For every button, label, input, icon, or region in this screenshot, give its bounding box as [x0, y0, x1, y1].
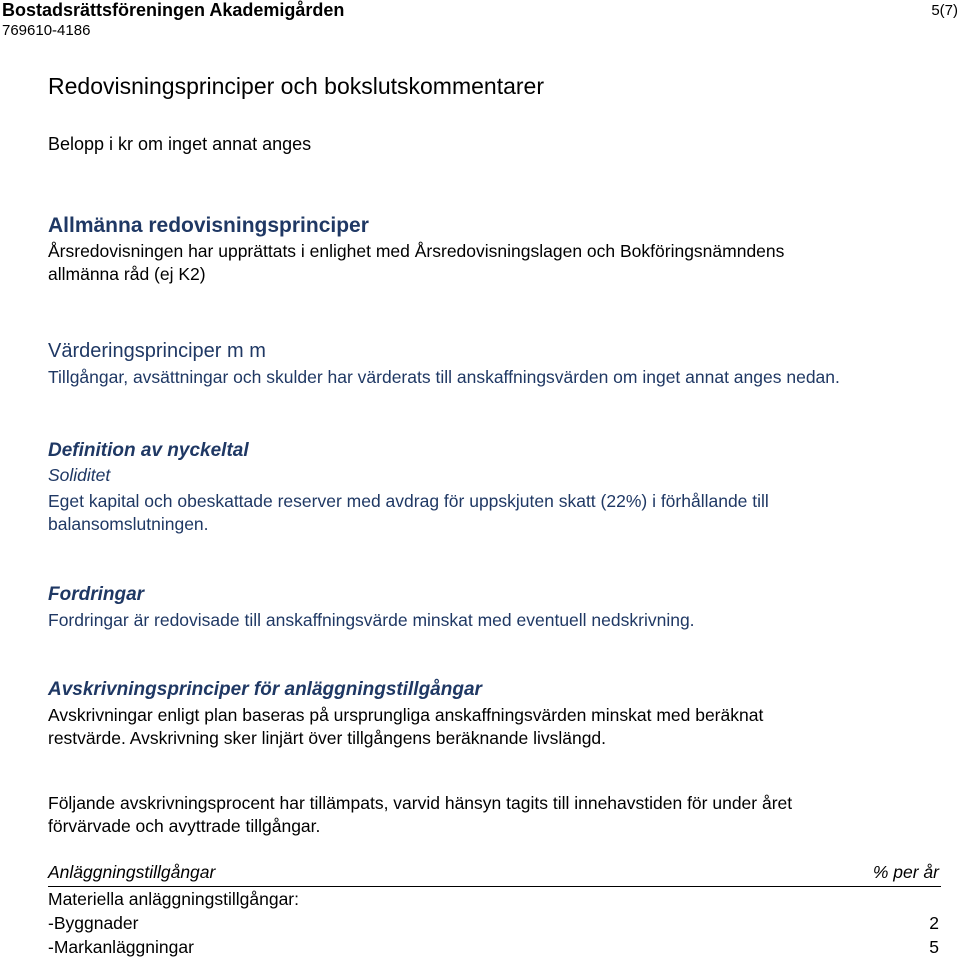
- table-row: [48, 913, 941, 934]
- valuation-principles-heading: Värderingsprinciper m m: [48, 340, 266, 362]
- depreciation-rates-line-2: förvärvade och avyttrade tillgångar.: [48, 816, 321, 836]
- general-principles-line-1: Årsredovisningen har upprättats i enlighet med Årsredovisningslagen och Bokföringsnämndens: [48, 241, 785, 261]
- table-row-label: -Byggnader: [48, 913, 139, 933]
- valuation-principles-text: Tillgångar, avsättningar och skulder har värderats till anskaffningsvärden om inget annat anges nedan.: [48, 367, 840, 387]
- table-row: [48, 937, 941, 958]
- key-ratios-heading: Definition av nyckeltal: [48, 440, 249, 461]
- column-header-rate: % per år: [872, 862, 939, 882]
- table-group-label: Materiella anläggningstillgångar:: [48, 889, 299, 909]
- receivables-text: Fordringar är redovisade till anskaffningsvärde minskat med eventuell nedskrivning.: [48, 610, 695, 630]
- organization-number: 769610-4186: [2, 22, 91, 39]
- general-principles-line-2: allmänna råd (ej K2): [48, 264, 206, 284]
- page-number: 5(7): [931, 2, 958, 19]
- table-row-label: -Markanläggningar: [48, 937, 194, 957]
- depreciation-rates-line-1: Följande avskrivningsprocent har tillämpats, varvid hänsyn tagits till innehavstiden för under året: [48, 793, 793, 813]
- depreciation-heading: Avskrivningsprinciper för anläggningstillgångar: [48, 679, 482, 700]
- general-principles-heading: Allmänna redovisningsprinciper: [48, 214, 369, 237]
- page-title: Redovisningsprinciper och bokslutskommentarer: [48, 73, 545, 99]
- depreciation-table-header: [48, 862, 941, 887]
- solidity-definition-line-2: balansomslutningen.: [48, 514, 209, 534]
- page-subtitle: Belopp i kr om inget annat anges: [48, 134, 312, 154]
- solidity-subheading: Soliditet: [48, 465, 111, 485]
- organization-name: Bostadsrättsföreningen Akademigården: [2, 0, 345, 20]
- depreciation-line-2: restvärde. Avskrivning sker linjärt över tillgångens beräknande livslängd.: [48, 728, 607, 748]
- table-row-rate: 5: [929, 937, 939, 957]
- depreciation-line-1: Avskrivningar enligt plan baseras på ursprungliga anskaffningsvärden minskat med beräknat: [48, 705, 764, 725]
- receivables-heading: Fordringar: [48, 584, 145, 605]
- column-header-asset: Anläggningstillgångar: [48, 862, 216, 882]
- solidity-definition-line-1: Eget kapital och obeskattade reserver med avdrag för uppskjuten skatt (22%) i förhållande till: [48, 491, 769, 511]
- table-row-rate: 2: [929, 913, 939, 933]
